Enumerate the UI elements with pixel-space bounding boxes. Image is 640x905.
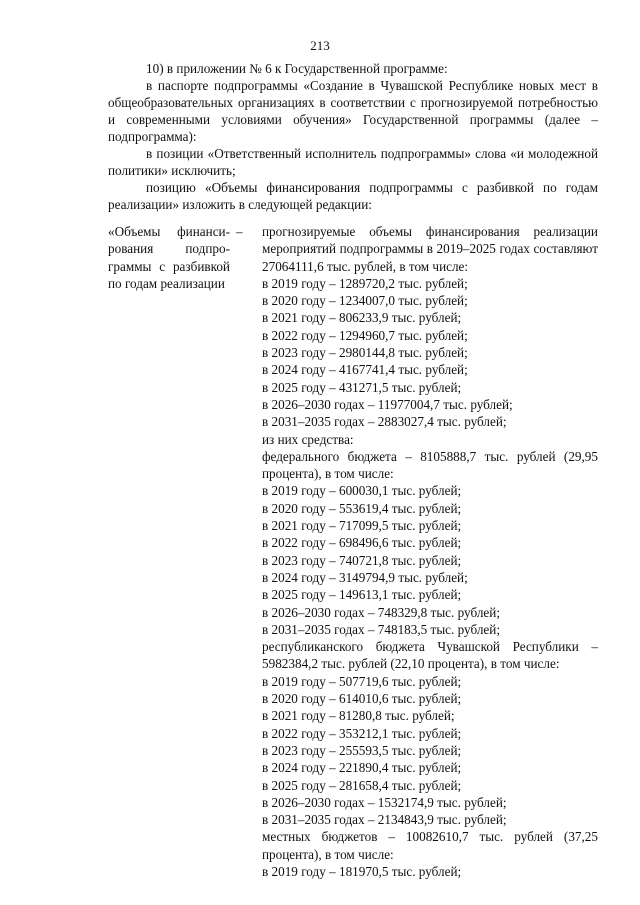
financing-position-content <box>262 223 598 880</box>
year-amount-line: в 2020 году – 1234007,0 тыс. рублей; <box>262 293 468 309</box>
amendment-intro <box>108 60 598 213</box>
financing-position-label <box>108 223 230 292</box>
year-amount-line: в 2023 году – 2980144,8 тыс. рублей; <box>262 345 468 361</box>
year-amount-line: в 2022 году – 353212,1 тыс. рублей; <box>262 725 462 741</box>
sources-label: из них средства: <box>262 431 354 447</box>
total-financing-text: прогнозируемые объемы финансирования реализации мероприятий подпрограммы в 2019–2025 годах составляют 27064111,6 тыс. рублей, в том числе: <box>262 224 598 274</box>
federal-years-list <box>262 482 598 638</box>
year-amount-line: в 2025 году – 281658,4 тыс. рублей; <box>262 777 462 793</box>
intro-passport-paragraph: в паспорте подпрограммы «Создание в Чувашской Республике новых мест в общеобразовательных организациях в соответствии с прогнозируемой потребностью и современными условиями обучения» Государственной программы (далее – подпрограмма): <box>108 78 598 144</box>
label-line: по годам реализации <box>108 275 225 291</box>
intro-item-10: 10) в приложении № 6 к Государственной программе: <box>146 61 448 76</box>
year-amount-line: в 2019 году – 181970,5 тыс. рублей; <box>262 863 462 879</box>
year-amount-line: в 2022 году – 698496,6 тыс. рублей; <box>262 535 462 551</box>
year-amount-line: в 2026–2030 годах – 748329,8 тыс. рублей; <box>262 604 500 620</box>
year-amount-line: в 2024 году – 3149794,9 тыс. рублей; <box>262 569 468 585</box>
year-amount-line: в 2025 году – 149613,1 тыс. рублей; <box>262 587 462 603</box>
year-amount-line: в 2019 году – 1289720,2 тыс. рублей; <box>262 275 468 291</box>
year-amount-line: в 2024 году – 4167741,4 тыс. рублей; <box>262 362 468 378</box>
year-amount-line: в 2026–2030 годах – 11977004,7 тыс. рублей; <box>262 396 513 412</box>
label-line: граммы с разбивкой <box>108 258 230 274</box>
year-amount-line: в 2025 году – 431271,5 тыс. рублей; <box>262 379 462 395</box>
year-amount-line: в 2019 году – 600030,1 тыс. рублей; <box>262 483 462 499</box>
year-amount-line: в 2020 году – 614010,6 тыс. рублей; <box>262 691 462 707</box>
page-number: 213 <box>310 38 330 53</box>
year-amount-line: в 2031–2035 годах – 2134843,9 тыс. рублей; <box>262 812 507 828</box>
republic-years-list <box>262 673 598 829</box>
local-budget-header: местных бюджетов – 10082610,7 тыс. рублей (37,25 процента), в том числе: <box>262 829 598 862</box>
year-amount-line: в 2019 году – 507719,6 тыс. рублей; <box>262 673 462 689</box>
year-amount-line: в 2021 году – 806233,9 тыс. рублей; <box>262 310 462 326</box>
year-amount-line: в 2022 году – 1294960,7 тыс. рублей; <box>262 327 468 343</box>
label-line: рования подпро- <box>108 241 230 257</box>
year-amount-line: в 2024 году – 221890,4 тыс. рублей; <box>262 760 462 776</box>
year-amount-line: в 2021 году – 717099,5 тыс. рублей; <box>262 518 462 534</box>
total-years-list <box>262 275 598 431</box>
year-amount-line: в 2026–2030 годах – 1532174,9 тыс. рублей; <box>262 794 507 810</box>
year-amount-line: в 2020 году – 553619,4 тыс. рублей; <box>262 500 462 516</box>
label-line: «Объемы финанси- <box>108 224 230 239</box>
local-years-list <box>262 863 598 880</box>
year-amount-line: в 2023 году – 255593,5 тыс. рублей; <box>262 742 462 758</box>
year-amount-line: в 2031–2035 годах – 748183,5 тыс. рублей; <box>262 621 500 637</box>
federal-budget-header: федерального бюджета – 8105888,7 тыс. рублей (29,95 процента), в том числе: <box>262 448 598 482</box>
year-amount-line: в 2023 году – 740721,8 тыс. рублей; <box>262 552 462 568</box>
intro-financing-paragraph: позицию «Объемы финансирования подпрограммы с разбивкой по годам реализации» изложить в следующей редакции: <box>108 180 598 212</box>
intro-responsible-paragraph: в позиции «Ответственный исполнитель подпрограммы» слова «и молодежной политики» исключить; <box>108 146 598 178</box>
separator-dash: – <box>236 224 243 239</box>
year-amount-line: в 2031–2035 годах – 2883027,4 тыс. рублей; <box>262 414 507 430</box>
republic-budget-header: республиканского бюджета Чувашской Республики – 5982384,2 тыс. рублей (22,10 процента), в том числе: <box>262 639 598 672</box>
year-amount-line: в 2021 году – 81280,8 тыс. рублей; <box>262 708 455 724</box>
